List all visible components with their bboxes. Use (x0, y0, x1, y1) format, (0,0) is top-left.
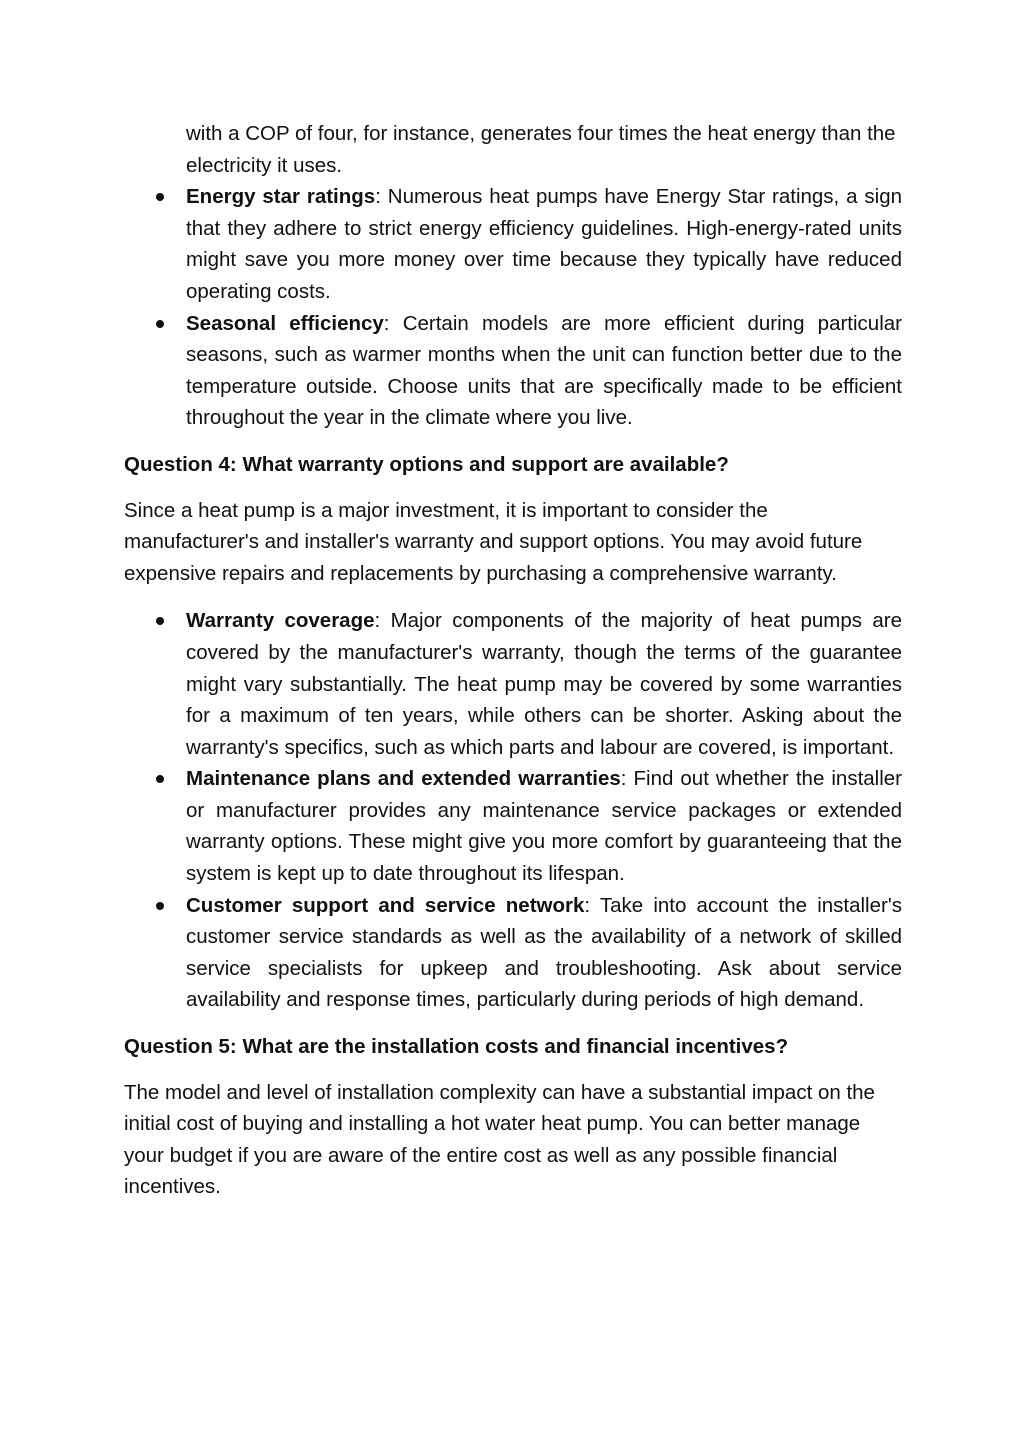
list-item-energy-star (124, 181, 902, 307)
question-5-heading: Question 5: What are the installation costs and financial incentives? (124, 1035, 789, 1059)
warranty-list (124, 605, 902, 1016)
bullet-icon (156, 775, 164, 783)
list-item-term: Warranty coverage (186, 609, 375, 633)
list-item-text: : Numerous heat pumps have Energy Star ratings, a sign that they adhere to strict energy efficiency guidelines. High-energy-rated units might save you more money over time because they typically have reduced operating costs. (186, 185, 902, 303)
list-item-text: : Certain models are more efficient during particular seasons, such as warmer months when the unit can function better due to the temperature outside. Choose units that are specifically made to be efficient throughout the year in the climate where you live. (186, 311, 902, 430)
list-item-warranty-coverage (124, 605, 902, 763)
question-4-paragraph: Since a heat pump is a major investment, it is important to consider the manufacturer's and installer's warranty and support options. You may avoid future expensive repairs and replacements by purchasing a comprehensive warranty. (124, 498, 863, 585)
list-item-maintenance-plans (124, 763, 902, 889)
intro-continuation: with a COP of four, for instance, generates four times the heat energy than the electricity it uses. (186, 122, 896, 177)
list-item-seasonal-efficiency (124, 308, 902, 434)
bullet-icon (156, 902, 164, 910)
question-4-heading: Question 4: What warranty options and support are available? (124, 452, 729, 476)
question-5-paragraph: The model and level of installation complexity can have a substantial impact on the initial cost of buying and installing a hot water heat pump. You can better manage your budget if you are aware of the entire cost as well as any possible financial incentives. (124, 1080, 875, 1199)
list-item-term: Energy star ratings (186, 185, 376, 209)
list-item-term: Customer support and service network (186, 893, 585, 917)
list-item-customer-support (124, 890, 902, 1016)
list-item-text: : Find out whether the installer or manufacturer provides any maintenance service packages or extended warranty options. These might give you more comfort by guaranteeing that the system is kept up to date throughout its lifespan. (186, 767, 902, 886)
list-item-text: : Major components of the majority of heat pumps are covered by the manufacturer's warranty, though the terms of the guarantee might vary substantially. The heat pump may be covered by some warranties for a maximum of ten years, while others can be shorter. Asking about the warranty's specifics, such as which parts and labour are covered, is important. (186, 609, 902, 759)
bullet-icon (156, 320, 164, 328)
bullet-icon (156, 617, 164, 625)
document-page (124, 118, 902, 1203)
list-item-text: : Take into account the installer's customer service standards as well as the availability of a network of skilled service specialists for upkeep and troubleshooting. Ask about service availability and response times, particularly during periods of high demand. (186, 893, 902, 1012)
list-item-term: Seasonal efficiency (186, 311, 384, 335)
bullet-icon (156, 193, 164, 201)
efficiency-list (124, 181, 902, 434)
list-item-term: Maintenance plans and extended warranties (186, 767, 621, 791)
